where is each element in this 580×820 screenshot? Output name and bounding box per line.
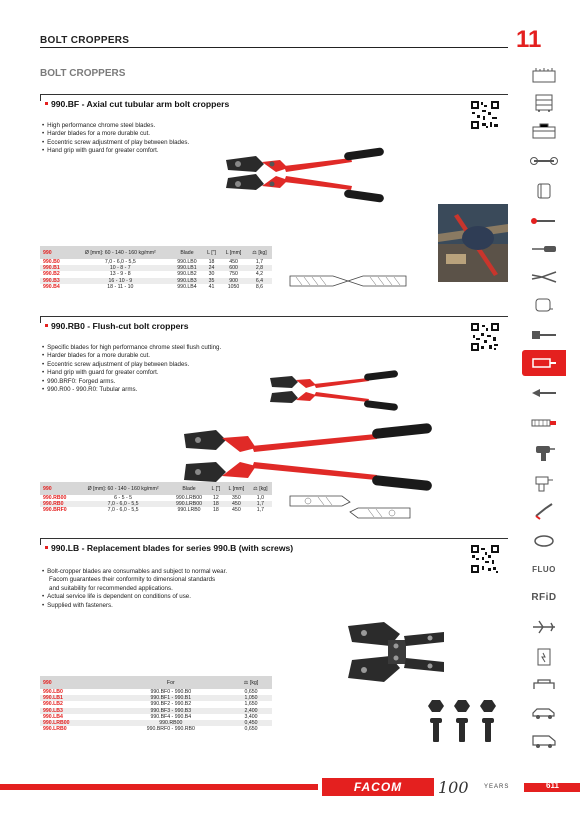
feature-item: • Hand grip with guard for greater comfort. [42,369,221,377]
feature-item: • High performance chrome steel blades. [42,122,189,130]
table-row: 990.BRF0 7,0 - 6,0 - 5,5 990.LRB0 18 450 1,7 [43,507,264,514]
weight-icon: ⚖ [252,249,259,256]
anniversary-logo: 100 [438,778,469,797]
qr-code-icon[interactable] [470,100,500,130]
header-rule [40,47,508,48]
weight-header: ⚖ [kg] [230,676,272,689]
product-title: 990.BF - Axial cut tubular arm bolt croppers [51,99,230,109]
sidebar-item-rfid[interactable] [522,584,566,610]
sidebar-item-wrenches[interactable] [522,148,566,174]
electric-panel-icon [535,647,553,667]
red-square-icon [45,546,48,549]
sidebar-item-tool-sets[interactable] [522,62,566,88]
replacement-blades-image [344,620,448,684]
fasteners-image [424,698,504,748]
hammer-icon [530,328,558,342]
sidebar-item-automotive[interactable] [522,700,566,726]
red-square-icon [45,102,48,105]
table-row: 990.LRB0 990.BRF0 - 990.RB0 0,650 [43,726,258,733]
sidebar-item-punches[interactable] [522,380,566,406]
rfid-label: RFiD [531,591,557,603]
socket-icon [536,182,552,200]
sidebar-item-screwdrivers[interactable] [522,236,566,262]
sidebar-item-sockets[interactable] [522,178,566,204]
product-header [40,538,508,554]
feature-list [42,344,221,394]
tool-box-icon [532,123,556,139]
sidebar-item-measuring[interactable] [522,292,566,318]
sidebar-item-utility-vehicle[interactable] [522,728,566,754]
sidebar-item-welding[interactable] [522,498,566,524]
sidebar-item-fluo[interactable] [522,556,566,582]
sidebar-item-tool-cabinets[interactable] [522,90,566,116]
sidebar-item-torque[interactable] [522,208,566,234]
table-header-row: 990 Ø [mm]: 60 - 140 - 160 kg/mm² Blade L ["] L [mm] ⚖ [kg] [40,482,272,495]
weight-header: ⚖ [kg] [249,482,272,495]
feature-item: • Eccentric screw adjustment of play between blades. [42,139,189,147]
feature-item: • Specific blades for high performance chrome steel flush cutting. [42,344,221,352]
table-row: 990.B2 13 - 9 - 8 990.LB2 30 750 4,2 [43,271,264,278]
pliers-icon [530,270,558,284]
feature-list [42,122,189,156]
sidebar-item-cutting-tools[interactable] [522,350,566,376]
sidebar-item-files[interactable] [522,410,566,436]
tape-measure-icon [534,297,554,313]
file-tool-icon [530,418,558,428]
hose-clamp-icon [532,533,556,549]
table-header-row: 990 For ⚖ [kg] [40,676,272,689]
page-header-title: BOLT CROPPERS [40,35,130,46]
airplane-icon [531,619,557,635]
page-footer [0,776,580,800]
table-row: 990.LB1 990.BF1 - 990.B1 1,050 [40,695,272,701]
wrench-icon [530,155,558,167]
sidebar-item-electrical[interactable] [522,644,566,670]
product-990-bf [40,94,508,290]
qr-code-icon[interactable] [470,544,500,574]
table-row: 990.LRB00 990.RB00 0,450 [40,720,272,726]
table-row: 990.B1 10 - 8 - 7 990.LB1 24 600 2,8 [40,265,272,271]
product-title: 990.RB0 - Flush-cut bolt croppers [51,321,189,331]
table-row: 990.RB0 7,0 - 6,0 - 5,5 990.LRB00 18 450 1,7 [40,501,272,507]
feature-item: • 990.R00 - 990.R0: Tubular arms. [42,386,221,394]
page-number: 611 [546,781,559,790]
feature-item: • Supplied with fasteners. [42,602,227,610]
feature-item: • Harder blades for a more durable cut. [42,352,221,360]
footer-red-bar [0,784,318,790]
bolt-cropper-image [264,368,414,414]
impact-wrench-icon [533,474,555,492]
table-row: 990.LB2 990.BF2 - 990.B2 1,650 [43,701,258,708]
feature-list [42,568,227,610]
feature-item: • Eccentric screw adjustment of play between blades. [42,361,221,369]
screwdriver-icon [530,244,558,254]
tool-set-icon [532,67,556,83]
feature-item: • Hand grip with guard for greater comfort. [42,147,189,155]
section-title: BOLT CROPPERS [40,68,126,79]
table-row: 990.B4 18 - 11 - 10 990.LB4 41 1050 8,6 [43,283,264,290]
hacksaw-icon [530,355,558,371]
table-header-row: 990 Ø [mm]: 60 - 140 - 160 kg/mm² Blade L ["] L [mm] ⚖ [kg] [40,246,272,259]
torque-wrench-icon [530,215,558,227]
feature-item: • Bolt-cropper blades are consumables and subject to normal wear. [42,568,227,576]
blowtorch-icon [532,502,556,520]
table-row: 990.LB3 990.BF3 - 990.B3 2,400 [40,708,272,714]
fluo-label: FLUO [532,564,556,574]
weight-icon: ⚖ [243,679,250,686]
sidebar-item-aviation[interactable] [522,614,566,640]
feature-item: • 990.BRF0: Forged arms. [42,378,221,386]
sidebar-item-tool-boxes[interactable] [522,118,566,144]
sidebar-item-extraction[interactable] [522,528,566,554]
weight-header: ⚖ [kg] [247,246,272,259]
product-header [40,316,508,332]
spec-table [40,246,272,290]
product-990-rb0 [40,316,508,514]
sidebar-item-vehicle-lift[interactable] [522,672,566,698]
anniversary-years-label: YEARS [484,784,510,790]
feature-item: and suitability for recommended applications. [49,584,173,592]
weight-icon: ⚖ [253,485,260,492]
van-icon [531,733,557,749]
car-icon [531,706,557,720]
tool-cabinet-icon [534,94,554,112]
blade-profile-diagram [288,270,408,292]
qr-code-icon[interactable] [470,322,500,352]
punch-icon [530,386,558,400]
sidebar-item-pneumatic[interactable] [522,470,566,496]
sidebar-item-pliers[interactable] [522,264,566,290]
sidebar-item-power-tools[interactable] [522,440,566,466]
feature-item: • Harder blades for a more durable cut. [42,130,189,138]
product-header [40,94,508,110]
bolt-cropper-image [216,146,406,206]
table-row: 990.LB0 990.BF0 - 990.B0 0,650 [43,689,258,695]
spec-table [40,676,272,732]
drill-icon [532,444,556,462]
feature-item: Facom guarantees their conformity to dimensional standards [49,576,216,584]
lifting-icon [531,677,557,693]
red-square-icon [45,324,48,327]
flush-blade-profile-diagram [288,492,412,522]
table-row: 990.B0 7,0 - 6,0 - 5,5 990.LB0 18 450 1,7 [43,259,264,265]
product-usage-photo [438,204,508,282]
table-row: 990.B3 16 - 10 - 9 990.LB3 35 900 6,4 [40,278,272,284]
chapter-number: 11 [516,26,542,53]
product-990-lb [40,538,508,733]
product-title: 990.LB - Replacement blades for series 990.B (with screws) [51,543,294,553]
sidebar-item-hammers[interactable] [522,322,566,348]
facom-logo: FACOM [322,778,434,796]
spec-table [40,482,272,514]
feature-item: • Actual service life is dependent on conditions of use. [42,593,227,601]
table-row: 990.RB00 6 - 5 - 5 990.LRB00 12 350 1,0 [43,495,264,501]
table-row: 990.LB4 990.BF4 - 990.B4 3,400 [43,713,258,720]
